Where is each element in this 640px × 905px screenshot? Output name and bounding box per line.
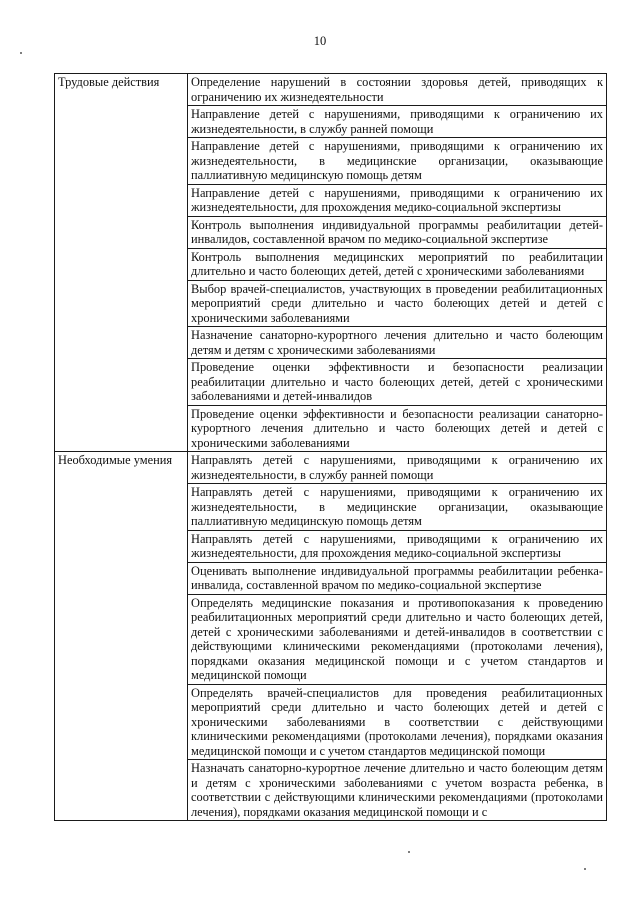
scan-speck	[408, 851, 410, 853]
table-cell-item: Оценивать выполнение индивидуальной программы реабилитации ребенка-инвалида, составленной врачом по медико-социальной экспертизе	[188, 562, 607, 594]
table-cell-item: Определение нарушений в состоянии здоровья детей, приводящих к ограничению их жизнедеятельности	[188, 74, 607, 106]
table-cell-item: Контроль выполнения индивидуальной программы реабилитации детей-инвалидов, составленной врачом по медико-социальной экспертизе	[188, 216, 607, 248]
table-cell-item: Контроль выполнения медицинских мероприятий по реабилитации длительно и часто болеющих детей, детей с хроническими заболеваниями	[188, 248, 607, 280]
table-cell-item: Направление детей с нарушениями, приводящими к ограничению их жизнедеятельности, в службу ранней помощи	[188, 106, 607, 138]
table-cell-item: Выбор врачей-специалистов, участвующих в проведении реабилитационных мероприятий среди длительно и часто болеющих детей и детей с хроническими заболеваниями	[188, 280, 607, 327]
table-cell-item: Проведение оценки эффективности и безопасности реализации реабилитации длительно и часто болеющих детей, детей с хроническими заболеваниями и детей-инвалидов	[188, 359, 607, 406]
competency-table-body	[55, 74, 607, 821]
section-label: Трудовые действия	[55, 74, 188, 452]
table-cell-item: Направление детей с нарушениями, приводящими к ограничению их жизнедеятельности, для прохождения медико-социальной экспертизы	[188, 184, 607, 216]
table-cell-item: Назначение санаторно-курортного лечения длительно и часто болеющим детям и детям с хроническими заболеваниями	[188, 327, 607, 359]
scan-speck	[20, 52, 22, 54]
table-row	[55, 452, 607, 484]
section-label: Необходимые умения	[55, 452, 188, 821]
competency-table	[54, 73, 607, 821]
table-cell-item: Проведение оценки эффективности и безопасности реализации санаторно-курортного лечения длительно и часто болеющих детей и детей с хроническими заболеваниями	[188, 405, 607, 452]
table-cell-item: Направлять детей с нарушениями, приводящими к ограничению их жизнедеятельности, для прохождения медико-социальной экспертизы	[188, 530, 607, 562]
table-cell-item: Направлять детей с нарушениями, приводящими к ограничению их жизнедеятельности, в медицинские организации, оказывающие паллиативную медицинскую помощь детям	[188, 484, 607, 531]
table-row	[55, 74, 607, 106]
table-cell-item: Определять медицинские показания и противопоказания к проведению реабилитационных мероприятий среди длительно и часто болеющих детей, детей с хроническими заболеваниями и детей-инвалидов в соответствии с действующими клиническими рекомендациями (протоколами лечения), порядками оказания медицинской помощи и с учетом стандартов и медицинской помощи	[188, 594, 607, 684]
scan-speck	[584, 868, 586, 870]
table-cell-item: Назначать санаторно-курортное лечение длительно и часто болеющим детям и детям с хроническими заболеваниями с учетом возраста ребенка, в соответствии с действующими клиническими рекомендациями (протоколами лечения), порядками оказания медицинской помощи и с	[188, 760, 607, 821]
table-cell-item: Направление детей с нарушениями, приводящими к ограничению их жизнедеятельности, в медицинские организации, оказывающие паллиативную медицинскую помощь детям	[188, 138, 607, 185]
table-cell-item: Определять врачей-специалистов для проведения реабилитационных мероприятий среди длительно и часто болеющих детей и детей с хроническими заболеваниями в соответствии с действующими клиническими рекомендациями (протоколами лечения), порядками оказания медицинской помощи и с учетом стандартов медицинской помощи	[188, 684, 607, 760]
table-cell-item: Направлять детей с нарушениями, приводящими к ограничению их жизнедеятельности, в службу ранней помощи	[188, 452, 607, 484]
page-number: 10	[313, 34, 327, 48]
